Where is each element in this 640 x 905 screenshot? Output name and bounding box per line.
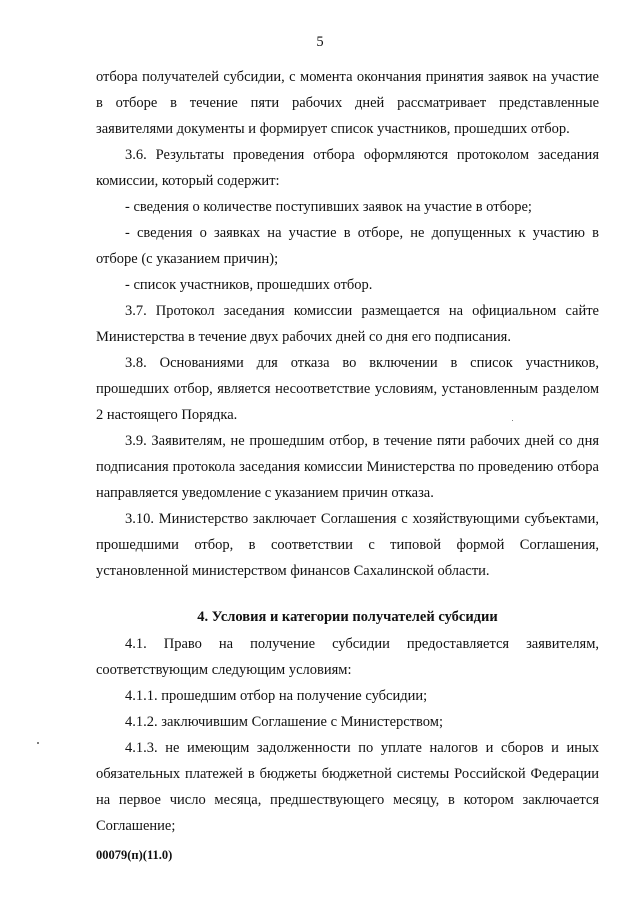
scan-speck <box>37 742 39 744</box>
list-item: 4.1.2. заключившим Соглашение с Министерством; <box>125 714 443 730</box>
paragraph: 3.6. Результаты проведения отбора оформляются протоколом заседания комиссии, который содержит: <box>96 147 599 189</box>
paragraph: 3.7. Протокол заседания комиссии размещается на официальном сайте Министерства в течение двух рабочих дней со дня его подписания. <box>96 303 599 345</box>
list-item: - сведения о заявках на участие в отборе, не допущенных к участию в отборе (с указанием причин); <box>96 225 599 267</box>
list-item: 4.1.3. не имеющим задолженности по уплате налогов и сборов и иных обязательных платежей в бюджеты бюджетной системы Российской Федерации на первое число месяца, предшествующего месяцу, в котором заключается Соглашение; <box>96 740 599 834</box>
paragraph: 3.9. Заявителям, не прошедшим отбор, в течение пяти рабочих дней со дня подписания протокола заседания комиссии Министерства по проведению отбора направляется уведомление с указанием причин отказа. <box>96 433 599 501</box>
paragraph: 3.10. Министерство заключает Соглашения с хозяйствующими субъектами, прошедшими отбор, в соответствии с типовой формой Соглашения, установленной министерством финансов Сахалинской области. <box>96 511 599 579</box>
page-number: 5 <box>316 34 324 50</box>
document-body <box>96 64 599 839</box>
paragraph: 3.8. Основаниями для отказа во включении в список участников, прошедших отбор, является несоответствие условиям, установленным разделом 2 настоящего Порядка. <box>96 355 599 423</box>
paragraph: отбора получателей субсидии, с момента окончания принятия заявок на участие в отборе в течение пяти рабочих дней рассматривает представленные заявителями документы и формирует список участников, прошедших отбор. <box>96 69 599 137</box>
list-item: - сведения о количестве поступивших заявок на участие в отборе; <box>125 199 532 215</box>
paragraph: 4.1. Право на получение субсидии предоставляется заявителям, соответствующим следующим условиям: <box>96 636 599 678</box>
document-code: 00079(п)(11.0) <box>96 848 173 862</box>
section-heading: 4. Условия и категории получателей субсидии <box>197 609 498 625</box>
list-item: - список участников, прошедших отбор. <box>125 277 373 293</box>
scan-speck <box>512 420 513 421</box>
list-item: 4.1.1. прошедшим отбор на получение субсидии; <box>125 688 428 704</box>
